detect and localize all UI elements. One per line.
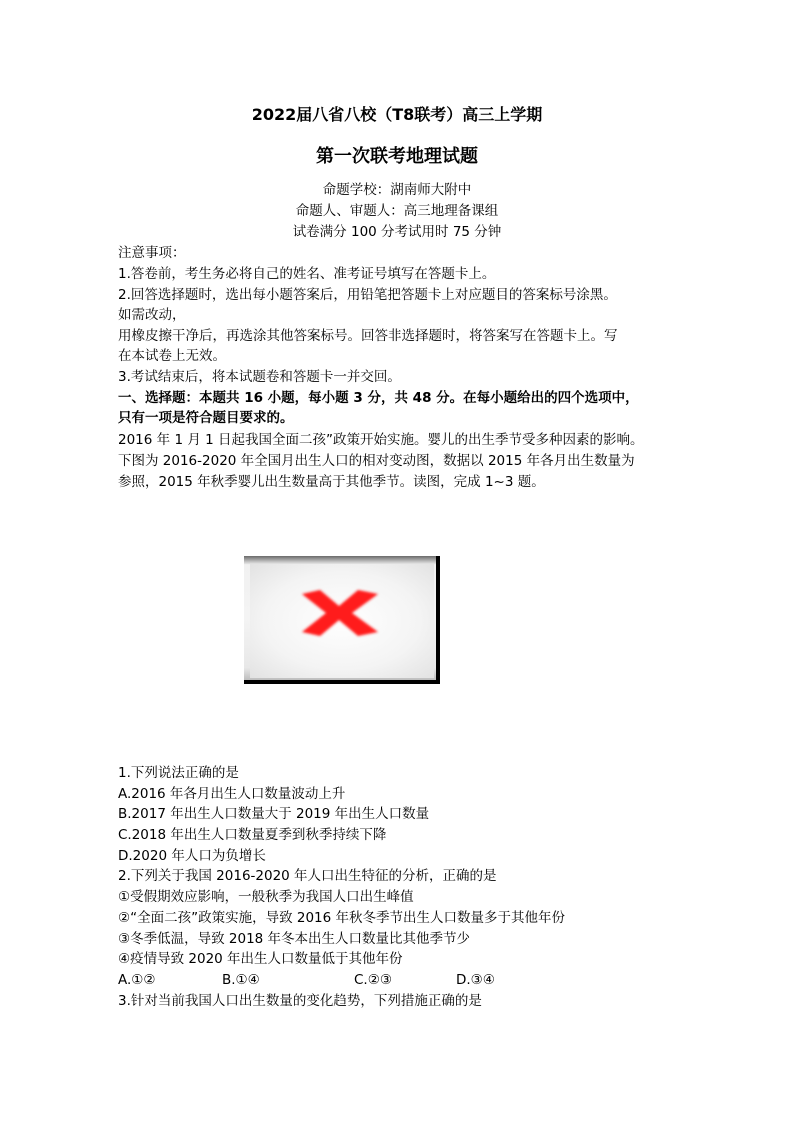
section-heading: 一、选择题：本题共 16 小题，每小题 3 分，共 48 分。在每小题给出的四个选项中，: [118, 390, 639, 406]
exam-subtitle: 第一次联考地理试题: [316, 146, 478, 167]
intro-text: 下图为 2016-2020 年全国月出生人口的相对变动图，数据以 2015 年各月出生数量为: [118, 453, 635, 469]
school-line: 命题学校：湖南师大附中: [322, 182, 472, 198]
q2-option-c: C.②③: [354, 972, 392, 988]
q2-statement-3: ③冬季低温，导致 2018 年冬本出生人口数量比其他季节少: [118, 931, 471, 947]
q2-option-a: A.①②: [118, 972, 156, 988]
q2-option-d: D.③④: [456, 972, 495, 988]
question-3: 3.针对当前我国人口出生数量的变化趋势，下列措施正确的是: [118, 993, 482, 1009]
q1-option-a: A.2016 年各月出生人口数量波动上升: [118, 786, 346, 802]
q1-option-d: D.2020 年人口为负增长: [118, 848, 266, 864]
section-heading-cont: 只有一项是符合题目要求的。: [118, 410, 294, 426]
q2-statement-1: ①受假期效应影响，一般秋季为我国人口出生峰值: [118, 889, 414, 905]
note-item-2: 2.回答选择题时，选出每小题答案后，用铅笔把答题卡上对应题目的答案标号涂黑。: [118, 287, 617, 303]
note-item-2-cont: 如需改动，: [118, 307, 186, 323]
question-1: 1.下列说法正确的是: [118, 765, 239, 781]
notes-heading: 注意事项：: [118, 245, 186, 261]
note-item-2-cont: 用橡皮擦干净后，再选涂其他答案标号。回答非选择题时，将答案写在答题卡上。写: [118, 328, 618, 344]
question-2: 2.下列关于我国 2016-2020 年人口出生特征的分析，正确的是: [118, 868, 497, 884]
authors-line: 命题人、审题人：高三地理备课组: [295, 203, 499, 219]
intro-text: 2016 年 1 月 1 日起我国全面二孩”政策开始实施。婴儿的出生季节受多种因素的影响。: [118, 432, 644, 448]
broken-image-icon: [294, 586, 384, 640]
q2-statement-2: ②“全面二孩”政策实施，导致 2016 年秋冬季节出生人口数量多于其他年份: [118, 910, 566, 926]
exam-title: 2022届八省八校（T8联考）高三上学期: [251, 105, 543, 124]
intro-text: 参照，2015 年秋季婴儿出生数量高于其他季节。读图，完成 1~3 题。: [118, 474, 545, 490]
note-item-2-cont: 在本试卷上无效。: [118, 348, 226, 364]
broken-image-placeholder: [244, 556, 440, 684]
note-item-3: 3.考试结束后，将本试题卷和答题卡一并交回。: [118, 369, 401, 385]
exam-info-line: 试卷满分 100 分考试用时 75 分钟: [292, 224, 502, 240]
q2-statement-4: ④疫情导致 2020 年出生人口数量低于其他年份: [118, 951, 403, 967]
q2-option-b: B.①④: [222, 972, 260, 988]
note-item-1: 1.答卷前，考生务必将自己的姓名、准考证号填写在答题卡上。: [118, 266, 496, 282]
q1-option-c: C.2018 年出生人口数量夏季到秋季持续下降: [118, 827, 387, 843]
q1-option-b: B.2017 年出生人口数量大于 2019 年出生人口数量: [118, 806, 430, 822]
